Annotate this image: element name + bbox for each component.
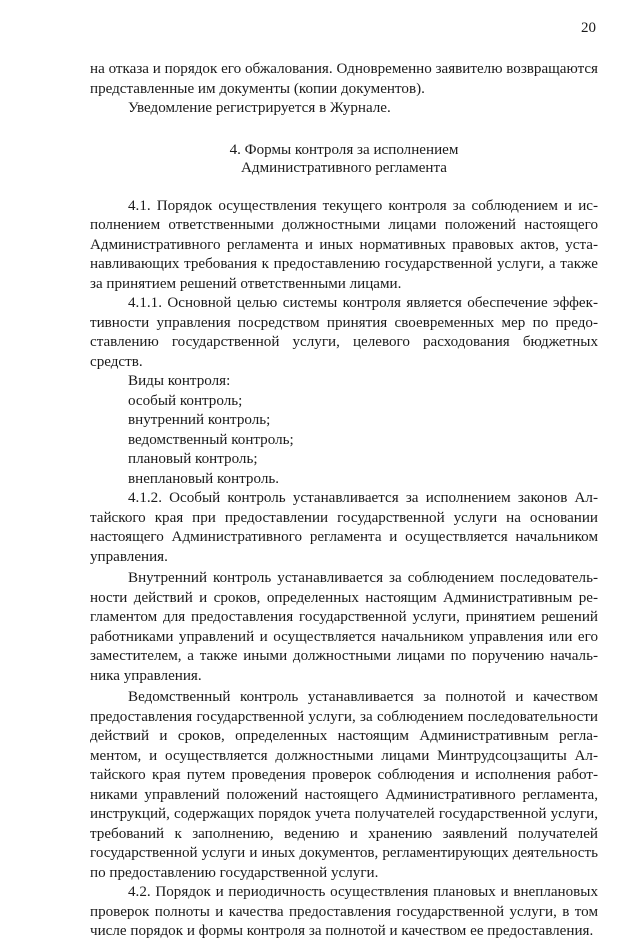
paragraph-4-1-2: 4.1.2. Особый контроль устанавливается за исполнением законов Алтайского края при предоставлении государственной услуги на основании настоящего Административного регламента и осуществляется начальником управления. <box>90 490 598 565</box>
document-body <box>90 60 598 942</box>
control-type-item: внутренний контроль; <box>128 412 271 428</box>
intro-paragraph: на отказа и порядок его обжалования. Одновременно заявителю возвращаются представленные им документы (копии документов). <box>90 61 598 97</box>
control-type-item: особый контроль; <box>128 392 243 409</box>
paragraph-4-2: 4.2. Порядок и периодичность осуществления плановых и внеплановых проверок полноты и качества предоставления государственной услуги, в том числе порядок и формы контроля за полнотой и качеством ее предоставления. <box>90 884 598 939</box>
control-types-list <box>90 392 598 490</box>
control-type-item: внеплановый контроль. <box>128 470 280 487</box>
paragraph-4-1: 4.1. Порядок осуществления текущего контроля за соблюдением и исполнением ответственными должностными лицами положений настоящего Административного регламента и иных нормативных правовых актов, устанавливающих требования к предоставлению государственной услуги, а также за принятием решений ответственными лицами. <box>90 197 598 292</box>
paragraph-4-1-1: 4.1.1. Основной целью системы контроля является обеспечение эффективности управления посредством принятия своевременных мер по предоставлению государственной услуги, целевого расходования бюджетных средств. <box>90 295 598 370</box>
section-title-line2: Административного регламента <box>241 159 447 176</box>
journal-note: Уведомление регистрируется в Журнале. <box>128 100 391 116</box>
control-types-heading: Виды контроля: <box>128 373 231 389</box>
paragraph-internal-control: Внутренний контроль устанавливается за соблюдением последовательности действий и сроков, определенных настоящим Административным регламентом для предоставления государственной услуги, принятием решений работниками управлений и осуществляется начальником управления или его заместителем, а также иными должностными лицами по поручению начальника управления. <box>90 570 598 684</box>
section-title-line1: 4. Формы контроля за исполнением <box>229 141 459 158</box>
control-type-item: ведомственный контроль; <box>128 431 294 448</box>
paragraph-departmental-control: Ведомственный контроль устанавливается за полнотой и качеством предоставления государственной услуги, за соблюдением последовательности действий и сроков, определенных настоящим Административным регламентом, и осуществляется должностными лицами Минтрудсоцзащиты Алтайского края путем проведения проверок соблюдения и исполнения работниками управлений положений настоящего Административного регламента, инструкций, содержащих порядок учета получателей государственной услуги, требований к заполнению, ведению и хранению заявлений получателей государственной услуги и иных документов, регламентирующих деятельность по предоставлению государственной услуги. <box>90 689 598 881</box>
section-heading <box>90 141 598 177</box>
page-number: 20 <box>581 20 596 36</box>
control-type-item: плановый контроль; <box>128 451 258 467</box>
